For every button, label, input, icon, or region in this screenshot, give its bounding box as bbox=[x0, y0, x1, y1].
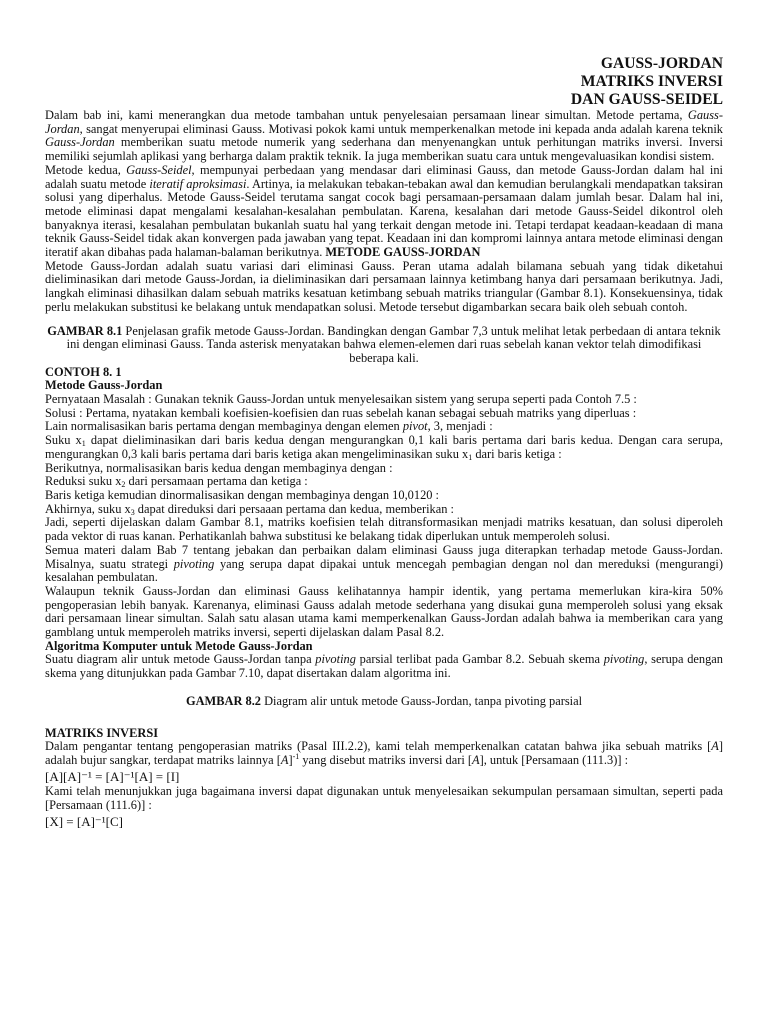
eliminate-x1-line bbox=[45, 434, 723, 461]
text-run: , 3, menjadi : bbox=[427, 419, 493, 434]
italic-term: Gauss-Seidel bbox=[126, 162, 192, 177]
title-line-3: DAN GAUSS-SEIDEL bbox=[570, 91, 723, 108]
text-run: Dalam pengantar tentang pengoperasian matriks (Pasal III.2.2), kami telah memperkenalkan catatan bahwa jika sebuah matriks [ bbox=[45, 739, 712, 754]
inverse-intro-paragraph bbox=[45, 740, 723, 767]
text-run: Reduksi suku x bbox=[45, 474, 122, 489]
italic-term: iteratif aproksimasi bbox=[149, 176, 247, 191]
inverse-matrix-heading: MATRIKS INVERSI bbox=[45, 725, 159, 740]
italic-term: pivoting bbox=[315, 652, 356, 667]
text-run: Lain normalisasikan baris pertama dengan membaginya dengan elemen bbox=[45, 419, 403, 434]
gauss-jordan-paragraph: Metode Gauss-Jordan adalah suatu variasi dari eliminasi Gauss. Peran utama adalah bilamana sebuah yang tidak diketahui dieliminasikan dari metode Gauss-Jordan, ia dieliminasikan dari persamaan lainnya ketimbang hanya dari persamaan berikutnya. Jadi, langkah eliminasi dihasilkan dalam sebuah matriks kesatuan ketimbang sebuah matriks triangular (Gambar 8.1). Konsekuensinya, tidak perlu melakukan substitusi ke belakang untuk mendapatkan solusi. Metode tersebut digambarkan secara baik oleh sebuah contoh. bbox=[45, 258, 723, 314]
text-run: . Artinya, ia melakukan tebakan-tebakan awal dan kemudian berulangkali mendapatkan taksiran solusi yang diperhalus. Metode Gauss-Seidel terutama sangat cocok bagi persamaan-persamaan dalam jumlah besar. Dalam hal ini, metode eliminasi dapat mengalami kesalahan-kesalahan pembulatan. Karena, kesalahan dari metode Gauss-Seidel dikontrol oleh banyaknya iterasi, kesalahan pembulatan bukanlah suatu hal yang terkait dengan metode ini. Tetapi terdapat keadaan-keadaan di mana teknik Gauss-Seidel tidak akan konvergen pada jawaban yang tepat. Keadaan ini dan kompromi lainnya antara metode eliminasi dengan iteratif akan dibahas pada halaman-balaman berikutnya. bbox=[45, 176, 724, 260]
pivoting-paragraph bbox=[45, 544, 723, 585]
algorithm-paragraph bbox=[45, 653, 723, 680]
conclusion-paragraph: Jadi, seperti dijelaskan dalam Gambar 8.1, matriks koefisien telah ditransformasikan menjadi matriks kesatuan, dan solusi diperoleh pada vektor di ruas kanan. Perhatikanlah bahwa substitusi ke belakang tidak diperlukan untuk memperoleh solusi. bbox=[45, 515, 723, 544]
text-run: Suku x bbox=[45, 433, 82, 448]
normalize-row2-line: Berikutnya, normalisasikan baris kedua dengan membaginya dengan : bbox=[45, 460, 393, 475]
text-run: dari persamaan pertama dan ketiga : bbox=[125, 474, 308, 489]
text-run: ], untuk [Persamaan (111.3)] : bbox=[479, 752, 629, 767]
inverse-usage-paragraph: Kami telah menunjukkan juga bagaimana inversi dapat digunakan untuk menyelesaikan sekumpulan persamaan simultan, seperti pada [Persamaan (111.6)] : bbox=[45, 784, 723, 813]
reduce-x2-line bbox=[45, 475, 723, 489]
superscript: -1 bbox=[292, 751, 300, 761]
algorithm-heading: Algoritma Komputer untuk Metode Gauss-Jordan bbox=[45, 638, 313, 653]
text-run: Metode kedua, bbox=[45, 162, 127, 177]
section-heading-inline: METODE GAUSS-JORDAN bbox=[325, 245, 481, 260]
equation-inverse-identity: [A][A]⁻¹ = [A]⁻¹[A] = [I] bbox=[45, 768, 180, 784]
text-run: Dalam bab ini, kami menerangkan dua metode tambahan untuk penyelesaian persamaan linear simultan. Metode pertama, bbox=[45, 108, 688, 122]
text-run: , sangat menyerupai eliminasi Gauss. Motivasi pokok kami untuk memperkenalkan metode ini kepada anda adalah karena teknik bbox=[79, 121, 723, 136]
text-run: Akhirnya, suku x bbox=[45, 501, 131, 516]
figure-caption-text: Diagram alir untuk metode Gauss-Jordan, tanpa pivoting parsial bbox=[260, 693, 583, 708]
subscript: 3 bbox=[130, 507, 135, 517]
figure-caption-text: Penjelasan grafik metode Gauss-Jordan. Bandingkan dengan Gambar 7,3 untuk melihat letak perbedaan di antara teknik ini dengan eliminasi Gauss. Tanda asterisk menyatakan bahwa elemen-elemen dari ruas sebelah kanan vektor telah dimodifikasi beberapa kali. bbox=[66, 323, 721, 365]
example-subtitle: Metode Gauss-Jordan bbox=[45, 378, 163, 393]
text-run: memberikan suatu metode numerik yang sederhana dan menyenangkan untuk perhitungan matriks inversi. Inversi memiliki sejumlah aplikasi yang berharga dalam praktik teknik. Ia juga memberikan suatu cara untuk mengevaluasikan kondisi sistem. bbox=[45, 135, 723, 164]
text-run: parsial terlibat pada Gambar 8.2. Sebuah skema bbox=[355, 652, 604, 667]
subscript: 1 bbox=[468, 452, 473, 462]
figure-8-1-caption bbox=[45, 325, 723, 366]
text-run: , mempunyai perbedaan yang mendasar dari eliminasi Gauss, dan metode Gauss-Jordan dalam hal ini adalah suatu metode bbox=[45, 162, 723, 191]
subscript: 1 bbox=[81, 439, 86, 449]
text-run: Suatu diagram alir untuk metode Gauss-Jordan tanpa bbox=[45, 652, 316, 667]
figure-label: GAMBAR 8.2 bbox=[185, 693, 261, 708]
italic-term: pivoting bbox=[603, 652, 645, 667]
italic-term: pivot bbox=[402, 419, 428, 434]
italic-term: pivoting bbox=[173, 556, 215, 571]
italic-term: A bbox=[280, 752, 289, 767]
subscript: 2 bbox=[121, 480, 126, 490]
normalize-line bbox=[45, 420, 723, 434]
title-line-2: MATRIKS INVERSI bbox=[580, 73, 723, 90]
text-run: Semua materi dalam Bab 7 tentang jebakan dan perbaikan dalam eliminasi Gauss juga diterapkan terhadap metode Gauss-Jordan. Misalnya, suatu strategi bbox=[45, 542, 723, 571]
chapter-title bbox=[45, 55, 723, 109]
text-run: dari baris ketiga : bbox=[472, 446, 562, 461]
gauss-seidel-paragraph bbox=[45, 164, 723, 260]
equation-solution: [X] = [A]⁻¹[C] bbox=[45, 813, 124, 829]
problem-statement: Pernyataan Masalah : Gunakan teknik Gauss-Jordan untuk menyelesaikan sistem yang serupa seperti pada Contoh 7.5 : bbox=[45, 392, 637, 407]
italic-term: Gauss-Jordan bbox=[45, 108, 723, 136]
italic-term: Gauss-Jordan bbox=[45, 135, 115, 150]
text-run: dapat dieliminasikan dari baris kedua dengan mengurangkan 0,1 kali baris pertama dari baris kedua. Dengan cara serupa, mengurangkan 0,3 kali baris pertama dari baris ketiga akan mengeliminasikan suku x bbox=[45, 433, 723, 461]
comparison-paragraph: Walaupun teknik Gauss-Jordan dan eliminasi Gauss kelihatannya hampir identik, yang pertama memerlukan kira-kira 50% pengoperasian lebih banyak. Karenanya, eliminasi Gauss adalah metode sederhana yang disukai guna memperoleh solusi yang eksak dari persamaan linear simultan. Salah satu alasan utama kami memperkenalkan Gauss-Jordan adalah bahwa ia memberikan cara yang gamblang untuk memperoleh matriks inversi, seperti dijelaskan dalam Pasal 8.2. bbox=[45, 583, 723, 640]
text-run: , serupa dengan skema yang ditunjukkan pada Gambar 7.10, dapat disertakan dalam algoritma ini. bbox=[45, 652, 723, 681]
text-run: dapat direduksi dari persaaan pertama dan kedua, memberikan : bbox=[134, 501, 454, 516]
figure-8-2-caption bbox=[45, 695, 723, 709]
text-run: ] adalah bujur sangkar, terdapat matriks lainnya [ bbox=[45, 739, 723, 767]
example-title: CONTOH 8. 1 bbox=[45, 364, 122, 379]
figure-label: GAMBAR 8.1 bbox=[47, 323, 123, 338]
italic-term: A bbox=[711, 739, 719, 754]
italic-term: A bbox=[472, 752, 480, 767]
intro-paragraph bbox=[45, 109, 723, 164]
text-run: yang disebut matriks inversi dari [ bbox=[299, 752, 473, 767]
text-run: ] bbox=[288, 752, 293, 767]
reduce-x3-line bbox=[45, 503, 723, 517]
title-line-1: GAUSS-JORDAN bbox=[600, 55, 723, 72]
text-run: yang serupa dapat dipakai untuk mencegah pembagian dengan nol dan mereduksi (mengurangi) kesalahan pembulatan. bbox=[45, 556, 723, 585]
normalize-row3-line: Baris ketiga kemudian dinormalisasikan dengan membaginya dengan 10,0120 : bbox=[45, 487, 439, 502]
solution-line: Solusi : Pertama, nyatakan kembali koefisien-koefisien dan ruas sebelah kanan sebagai sebuah matriks yang diperluas : bbox=[45, 405, 637, 420]
